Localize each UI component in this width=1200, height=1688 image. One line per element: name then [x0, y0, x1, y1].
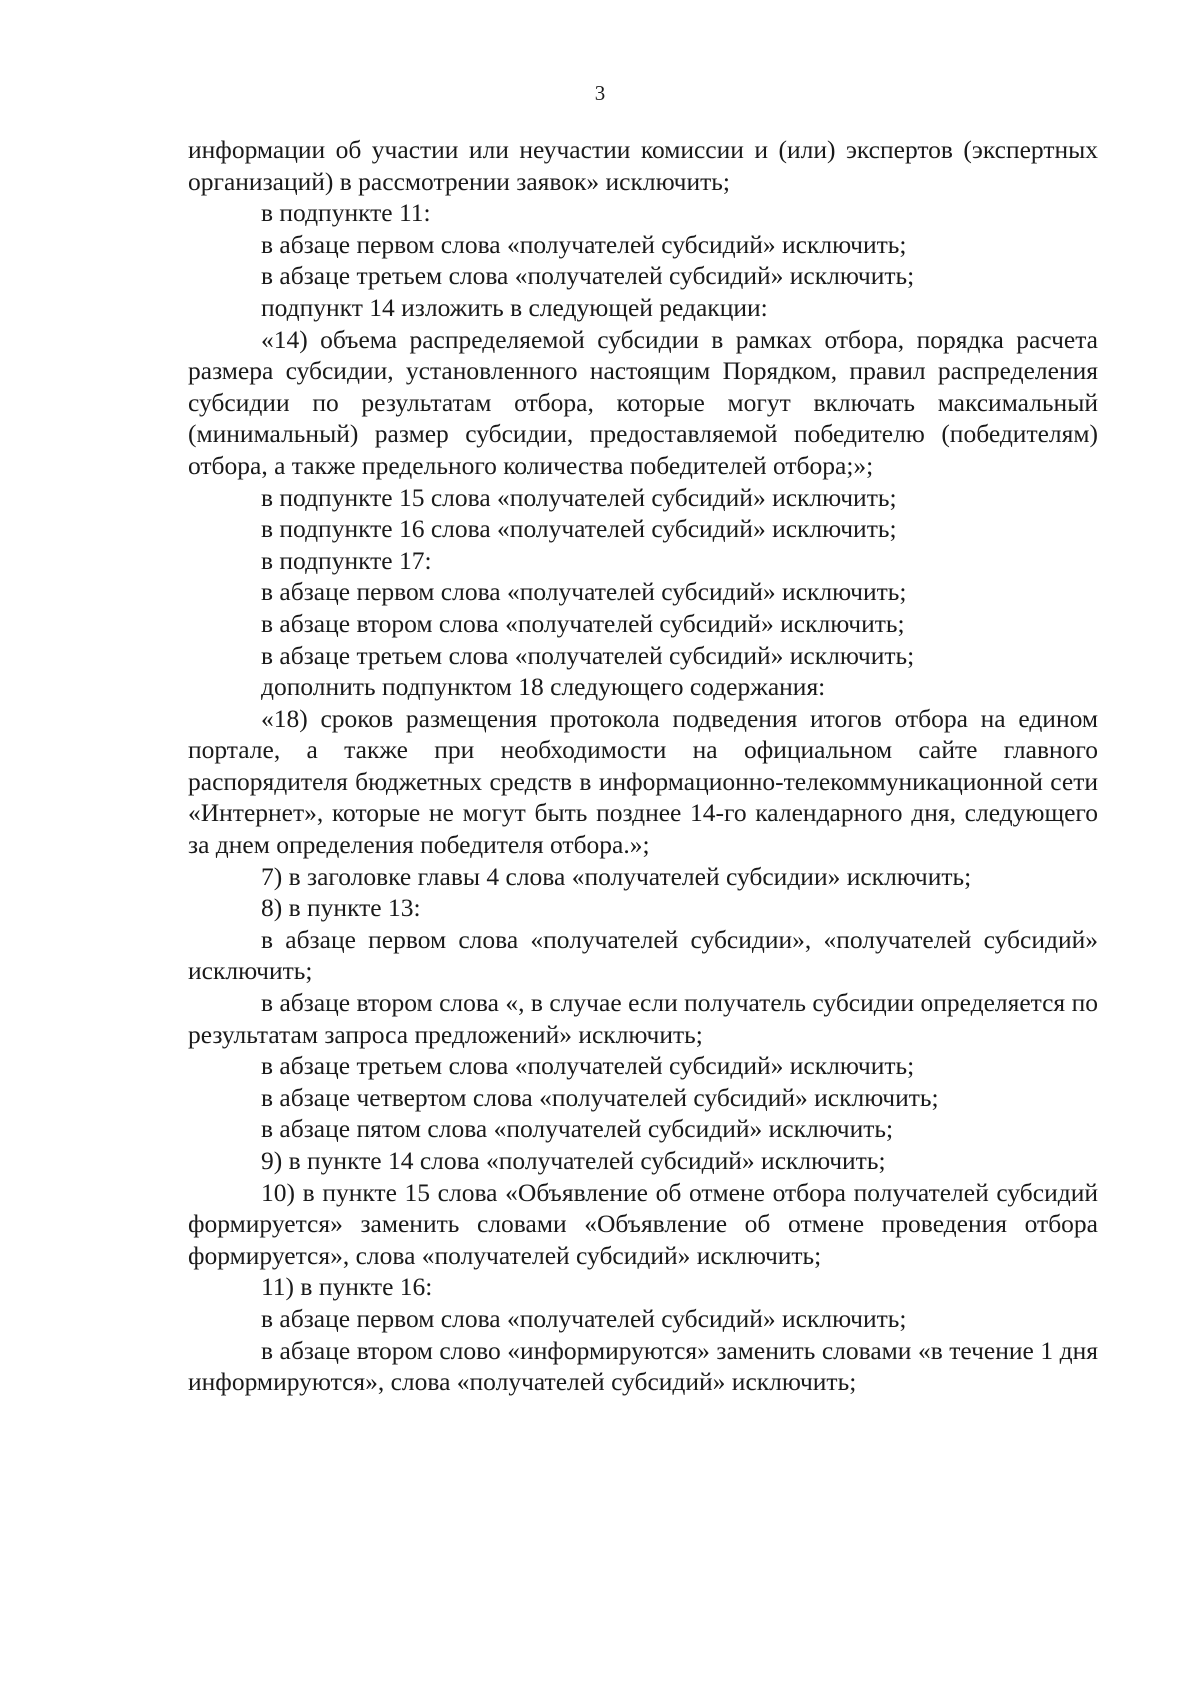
paragraph: в абзаце первом слова «получателей субсидии», «получателей субсидий» исключить; — [188, 924, 1098, 986]
paragraph: «14) объема распределяемой субсидии в рамках отбора, порядка расчета размера субсидии, установленного настоящим Порядком, правил распределения субсидии по результатам отбора, которые могут включать максимальный (минимальный) размер субсидии, предоставляемой победителю (победителям) отбора, а также предельного количества победителей отбора;»; — [188, 324, 1098, 480]
paragraph: 7) в заголовке главы 4 слова «получателей субсидии» исключить; — [261, 861, 972, 891]
paragraph: в подпункте 15 слова «получателей субсидий» исключить; — [261, 482, 897, 512]
paragraph: в абзаце третьем слова «получателей субсидий» исключить; — [261, 1051, 915, 1081]
paragraph: в подпункте 11: — [261, 198, 431, 228]
paragraph: дополнить подпунктом 18 следующего содержания: — [261, 672, 826, 702]
document-body — [188, 134, 1098, 1398]
paragraph: 8) в пункте 13: — [261, 893, 421, 923]
paragraph: в абзаце втором слово «информируются» заменить словами «в течение 1 дня информируются», слова «получателей субсидий» исключить; — [188, 1335, 1098, 1397]
page-number: 3 — [594, 81, 606, 105]
paragraph: в абзаце четвертом слова «получателей субсидий» исключить; — [261, 1082, 939, 1112]
paragraph: информации об участии или неучастии комиссии и (или) экспертов (экспертных организаций) в рассмотрении заявок» исключить; — [188, 135, 1098, 196]
paragraph: в подпункте 17: — [261, 545, 432, 575]
paragraph: в абзаце третьем слова «получателей субсидий» исключить; — [261, 640, 915, 670]
paragraph: подпункт 14 изложить в следующей редакции: — [261, 292, 768, 322]
paragraph: в абзаце первом слова «получателей субсидий» исключить; — [261, 577, 907, 607]
paragraph: в абзаце втором слова «, в случае если получатель субсидии определяется по результатам запроса предложений» исключить; — [188, 988, 1098, 1049]
paragraph: в абзаце третьем слова «получателей субсидий» исключить; — [261, 261, 915, 291]
paragraph: в подпункте 16 слова «получателей субсидий» исключить; — [261, 514, 897, 544]
paragraph: 10) в пункте 15 слова «Объявление об отмене отбора получателей субсидий формируется» заменить словами «Объявление об отмене проведения отбора формируется», слова «получателей субсидий» исключить; — [188, 1177, 1098, 1270]
paragraph: в абзаце первом слова «получателей субсидий» исключить; — [261, 1303, 907, 1333]
paragraph: 11) в пункте 16: — [261, 1272, 433, 1302]
paragraph: в абзаце втором слова «получателей субсидий» исключить; — [261, 608, 905, 638]
paragraph: «18) сроков размещения протокола подведения итогов отбора на едином портале, а также при необходимости на официальном сайте главного распорядителя бюджетных средств в информационно-телекоммуникационной сети «Интернет», которые не могут быть позднее 14-го календарного дня, следующего за днем определения победителя отбора.»; — [188, 703, 1098, 860]
paragraph: 9) в пункте 14 слова «получателей субсидий» исключить; — [261, 1146, 886, 1175]
paragraph: в абзаце первом слова «получателей субсидий» исключить; — [261, 229, 907, 259]
paragraph: в абзаце пятом слова «получателей субсидий» исключить; — [261, 1114, 894, 1144]
